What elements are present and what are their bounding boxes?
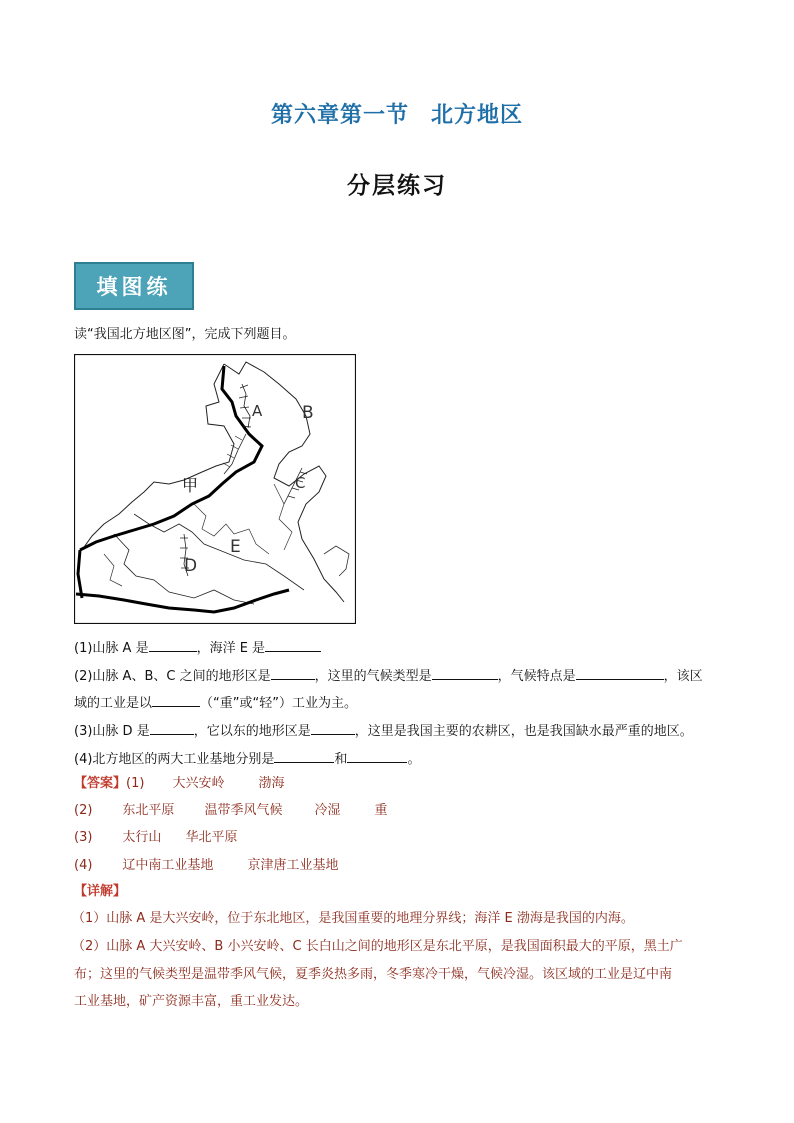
answer-blank[interactable]	[347, 749, 407, 763]
answer-blank[interactable]	[274, 749, 334, 763]
map-label-a: A	[252, 402, 263, 420]
map-label-b: B	[302, 403, 314, 423]
answer-row-1: 【答案】(1) 大兴安岭 渤海	[74, 776, 285, 791]
answer-blank[interactable]	[576, 666, 664, 680]
answer-row-3: (3) 太行山 华北平原	[74, 830, 238, 845]
answer-blank[interactable]	[271, 666, 315, 680]
intro-text: 读“我国北方地区图”，完成下列题目。	[74, 327, 296, 342]
question-2: (2)山脉 A、B、C 之间的地形区是 ，这里的气候类型是 ，气候特点是 ，该区	[74, 666, 703, 686]
detail-tag: 【详解】	[74, 884, 127, 899]
answer-tag: 【答案】	[74, 776, 127, 791]
map-label-c: C	[295, 474, 306, 492]
detail-p1: （1）山脉 A 是大兴安岭，位于东北地区，是我国重要的地理分界线；海洋 E 渤海是我国的内海。	[72, 911, 634, 926]
detail-p2-line1: （2）山脉 A 大兴安岭、B 小兴安岭、C 长白山之间的地形区是东北平原，是我国面积最大的平原，黑土广	[72, 939, 683, 954]
answer-blank[interactable]	[265, 638, 321, 652]
answer-row-2: (2) 东北平原 温带季风气候 冷湿 重	[74, 803, 388, 818]
map-label-e: E	[230, 537, 241, 557]
north-china-map	[74, 354, 356, 624]
answer-row-4: (4) 辽中南工业基地 京津唐工业基地	[74, 858, 339, 873]
question-1: (1)山脉 A 是 ，海洋 E 是	[74, 638, 321, 658]
detail-p2-line2: 布；这里的气候类型是温带季风气候，夏季炎热多雨，冬季寒冷干燥，气候冷湿。该区域的工业是辽中南	[74, 967, 673, 982]
page-title	[0, 98, 794, 129]
question-4: (4)北方地区的两大工业基地分别是 和 。	[74, 749, 420, 769]
detail-p2-line3: 工业基地，矿产资源丰富，重工业发达。	[74, 994, 309, 1009]
section-badge: 填图练	[74, 262, 194, 310]
answer-blank[interactable]	[311, 721, 355, 735]
title-chapter: 第六章第一节	[270, 103, 409, 128]
question-3: (3)山脉 D 是 ，它以东的地形区是 ，这里是我国主要的农耕区，也是我国缺水最严重的地区。	[74, 721, 693, 741]
title-topic: 北方地区	[431, 103, 524, 128]
answer-blank[interactable]	[149, 638, 197, 652]
map-label-d: D	[184, 556, 198, 576]
page-subtitle: 分层练习	[347, 172, 447, 199]
map-label-jia: 甲	[182, 476, 199, 495]
answer-blank[interactable]	[152, 693, 200, 707]
answer-blank[interactable]	[150, 721, 194, 735]
answer-blank[interactable]	[432, 666, 498, 680]
question-2-cont: 域的工业是以 （“重”或“轻”）工业为主。	[74, 693, 357, 713]
